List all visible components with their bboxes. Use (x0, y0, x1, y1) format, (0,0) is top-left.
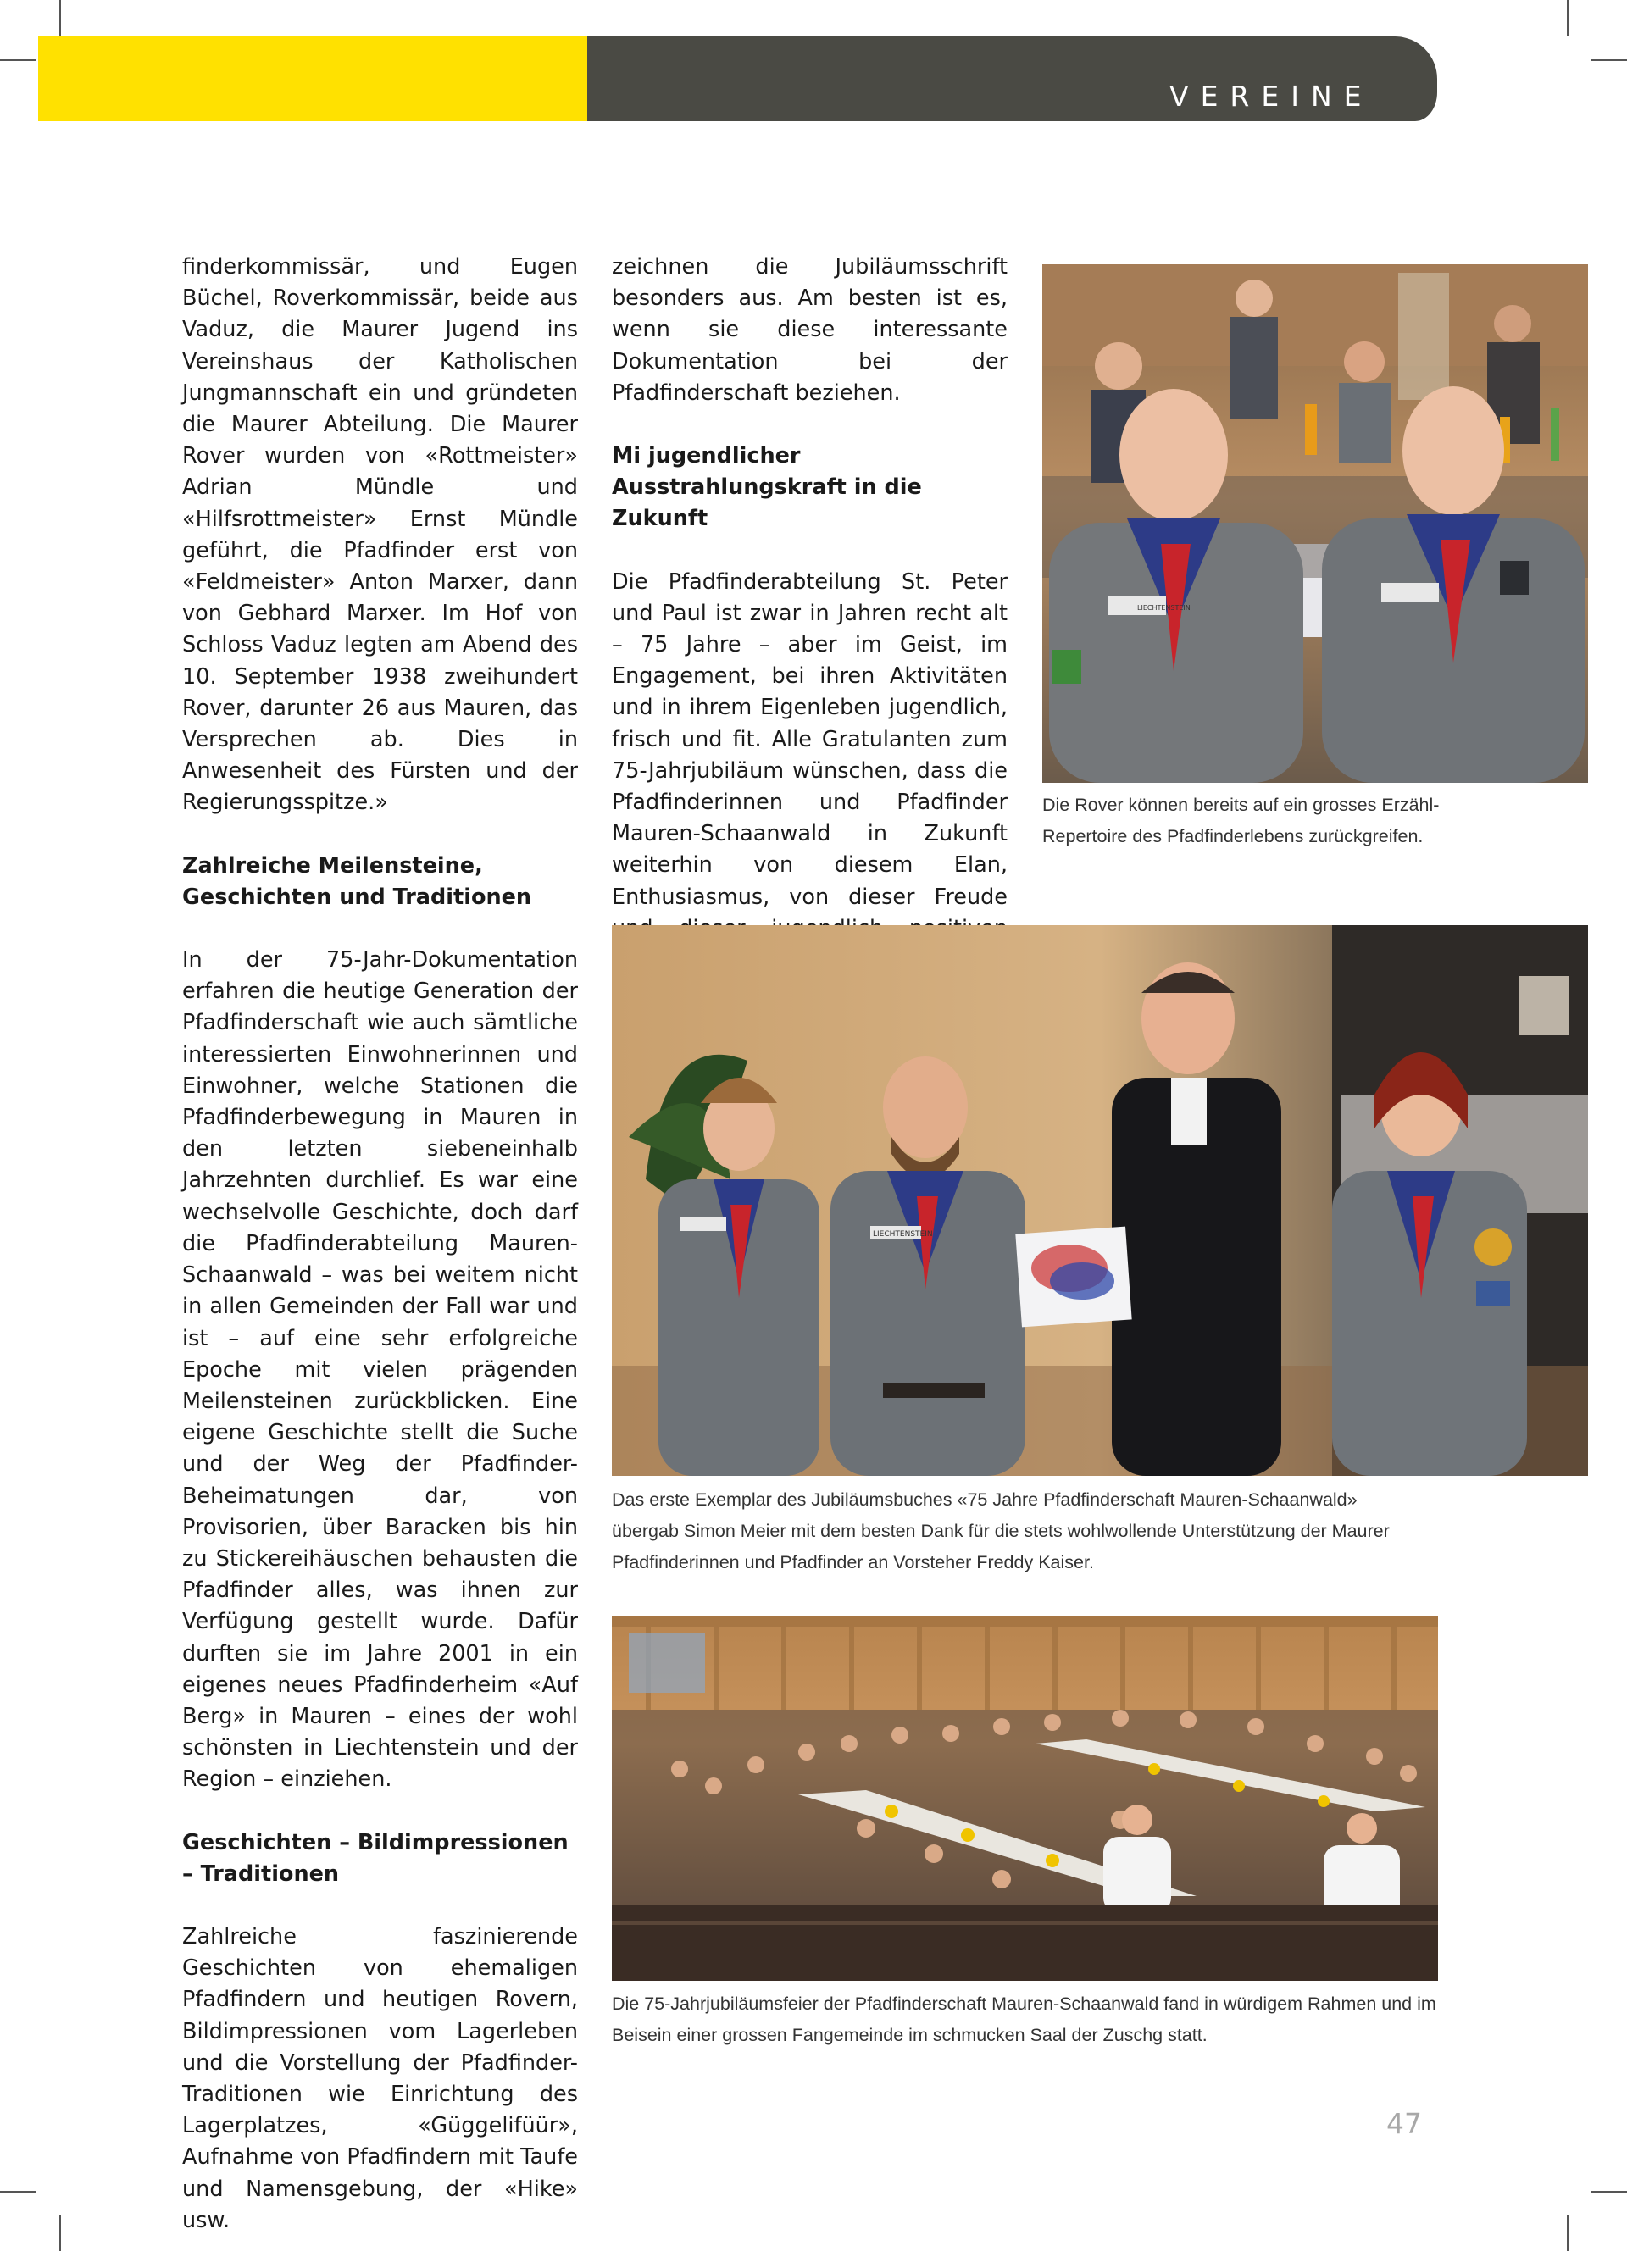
header-accent-bar (38, 36, 587, 121)
page-number: 47 (1386, 2107, 1422, 2140)
photo-jubilee-hall-caption: Die 75-Jahrjubiläumsfeier der Pfadfinderschaft Mauren-Schaanwald fand in würdigem Rahmen und im Beisein einer grossen Fangemeinde im schmucken Saal der Zuschg statt. (612, 1994, 1436, 2045)
paragraph: finderkommissär, und Eugen Büchel, Roverkommissär, beide aus Vaduz, die Maurer Jugend ins Vereinshaus der Katholischen Jungmannschaft ein und gründeten die Maurer Abteilung. Die Maurer Rover wurden von «Rottmeister» Adrian Mündle und «Hilfsrottmeister» Ernst Mündle geführt, die Pfadfinder erst von «Feldmeister» Anton Marxer, dann von Gebhard Marxer. Im Hof von Schloss Vaduz legten am Abend des 10. September 1938 zweihundert Rover, darunter 26 aus Mauren, das Versprechen ab. Dies in Anwesenheit des Fürsten und der Regierungsspitze.» (182, 254, 578, 816)
badge-text: LIECHTENSTEIN (873, 1230, 933, 1239)
photo-rovers (1042, 264, 1588, 783)
crop-mark (1567, 2215, 1569, 2251)
crop-mark (1567, 0, 1569, 36)
paragraph: Zahlreiche faszinierende Geschichten von ehemaligen Pfadfindern und heutigen Rovern, Bildimpressionen vom Lagerleben und die Vorstellung der Pfadfinder-Traditionen wie Einrichtung des Lagerplatzes, «Güggelifüür», Aufnahme von Pfadfindern mit Taufe und Namensgebung, der «Hike» usw. (182, 1923, 578, 2233)
crop-mark (0, 2191, 36, 2193)
photo-jubilee-hall-image (612, 1616, 1438, 1981)
photo-book-handover (612, 925, 1588, 1476)
photo-book-handover-caption: Das erste Exemplar des Jubiläumsbuches «75 Jahre Pfadfinderschaft Mauren-Schaanwald» übergab Simon Meier mit dem besten Dank für die stets wohlwollende Unterstützung der Maurer Pfadfinderinnen und Pfadfinder an Vorsteher Freddy Kaiser. (612, 1489, 1390, 1572)
subheading: Zahlreiche Meilensteine, Geschichten und Traditionen (182, 852, 532, 910)
photo-rovers-caption: Die Rover können bereits auf ein grosses Erzähl-Repertoire des Pfadfinderlebens zurückgreifen. (1042, 795, 1440, 846)
crop-mark (59, 2215, 61, 2251)
crop-mark (1591, 59, 1627, 61)
crop-mark (59, 0, 61, 36)
crop-mark (1591, 2191, 1627, 2193)
section-title: VEREINE (1169, 80, 1374, 113)
paragraph: zeichnen die Jubiläumsschrift besonders aus. Am besten ist es, wenn sie diese interessante Dokumentation bei der Pfadfinderschaft beziehen. (612, 254, 1008, 406)
badge-text: LIECHTENSTEIN (1137, 604, 1191, 612)
subheading: Mi jugendlicher Ausstrahlungskraft in die Zukunft (612, 443, 922, 532)
photo-jubilee-hall (612, 1616, 1438, 1981)
paragraph: Die Pfadfinderabteilung St. Peter und Paul ist zwar in Jahren recht alt – 75 Jahre – aber im Geist, im Engagement, bei ihren Aktivitäten und in ihrem Eigenleben jugendlich, frisch und fit. Alle Gratulanten zum 75-Jahrjubiläum wünschen, dass die Pfadfinderinnen und Pfadfinder Mauren-Schaanwald in Zukunft weiterhin von diesem Elan, Enthusiasmus, von dieser Freude (612, 568, 1008, 910)
text-column-1 (182, 252, 578, 2268)
photo-book-handover-image (612, 925, 1588, 1476)
paragraph: In der 75-Jahr-Dokumentation erfahren die heutige Generation der Pfadfinderschaft wie auch sämtliche interessierten Einwohnerinnen und Einwohner, welche Stationen die Pfadfinderbewegung in Mauren in den letzten siebeneinhalb Jahrzehnten durchlief. Es war eine wechselvolle Geschichte, doch darf die Pfadfinderabteilung Mauren-Schaanwald – was bei weitem nicht in allen Gemeinden der Fall war und ist – auf eine sehr erfolgreiche Epoche mit vielen prägenden Meilensteinen zurückblicken. Eine eigene Geschichte stellt die Suche und der Weg der Pfadfinder-Beheimatungen dar, von Provisorien, über Baracken bis hin zu Stickereihäuschen behausten die Pfadfinder alles, was ihnen zur Verfügung gestellt wurde. Dafür durften sie im Jahre 2001 in ein eigenes neues Pfadfinderheim «Auf Berg» in Mauren – eines der wohl schönsten in Liechtenstein und der Region – einziehen. (182, 947, 578, 1793)
subheading: Geschichten – Bildimpressionen – Traditionen (182, 1829, 569, 1887)
photo-rovers-image (1042, 264, 1588, 783)
text-column-2 (612, 252, 1008, 1007)
crop-mark (0, 59, 36, 61)
